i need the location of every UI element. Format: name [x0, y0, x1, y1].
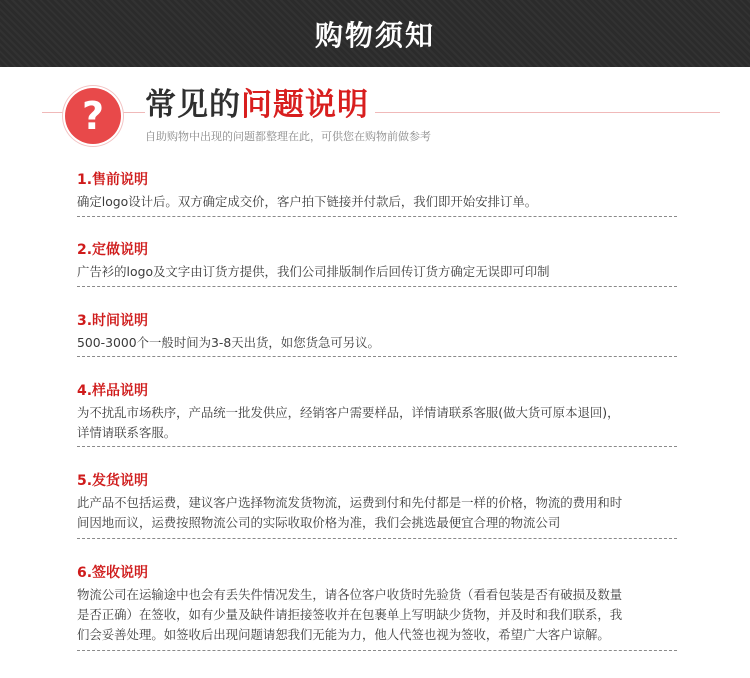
section-line: 为不扰乱市场秩序，产品统一批发供应，经销客户需要样品，详情请联系客服(做大货可原本退回)，	[77, 405, 620, 420]
section-sample	[77, 381, 677, 443]
faq-title	[145, 85, 375, 125]
section-title: 1.售前说明	[77, 172, 149, 188]
section-line: 此产品不包括运费，建议客户选择物流发货物流，运费到付和先付都是一样的价格，物流的费用和时	[77, 495, 623, 510]
section-body	[77, 262, 677, 282]
section-body	[77, 192, 677, 212]
section-divider	[77, 356, 677, 357]
section-divider	[77, 446, 677, 447]
section-presale	[77, 170, 677, 212]
section-line: 们会妥善处理。如签收后出现问题请恕我们无能为力，他人代签也视为签收，希望广大客户谅解。	[77, 627, 610, 642]
faq-subtitle: 自助购物中出现的问题都整理在此，可供您在购物前做参考	[145, 130, 431, 143]
section-title: 3.时间说明	[77, 313, 149, 329]
section-divider	[77, 216, 677, 217]
section-custom	[77, 240, 677, 282]
section-line: 确定logo设计后。双方确定成交价，客户拍下链接并付款后，我们即开始安排订单。	[77, 194, 538, 209]
section-line: 详情请联系客服。	[77, 425, 177, 440]
section-line: 是否正确）在签收，如有少量及缺件请拒接签收并在包裹单上写明缺少货物，并及时和我们联系，我	[77, 607, 623, 622]
section-divider	[77, 286, 677, 287]
section-title: 6.签收说明	[77, 565, 149, 581]
top-banner	[0, 0, 750, 67]
header-rule	[42, 112, 720, 113]
section-line: 500-3000个一般时间为3-8天出货，如您货急可另议。	[77, 335, 380, 350]
section-line: 间因地而议，运费按照物流公司的实际收取价格为准，我们会挑选最便宜合理的物流公司	[77, 515, 561, 530]
banner-title: 购物须知	[314, 18, 435, 52]
section-receipt	[77, 563, 677, 645]
section-shipping	[77, 471, 677, 533]
section-line: 广告衫的logo及文字由订货方提供，我们公司排版制作后回传订货方确定无误即可印制	[77, 264, 550, 279]
faq-title-plain: 常见的	[145, 87, 241, 123]
section-divider	[77, 538, 677, 539]
section-divider	[77, 650, 677, 651]
section-line: 物流公司在运输途中也会有丢失件情况发生，请各位客户收货时先验货（看看包装是否有破损及数量	[77, 587, 623, 602]
section-body	[77, 585, 677, 645]
section-body	[77, 493, 677, 533]
section-title: 2.定做说明	[77, 242, 149, 258]
section-title: 4.样品说明	[77, 383, 149, 399]
section-time	[77, 311, 677, 353]
question-mark-icon: ?	[65, 88, 121, 144]
section-body	[77, 403, 677, 443]
section-body	[77, 333, 677, 353]
faq-header	[0, 67, 750, 157]
faq-title-accent: 问题说明	[241, 87, 369, 123]
section-title: 5.发货说明	[77, 473, 149, 489]
